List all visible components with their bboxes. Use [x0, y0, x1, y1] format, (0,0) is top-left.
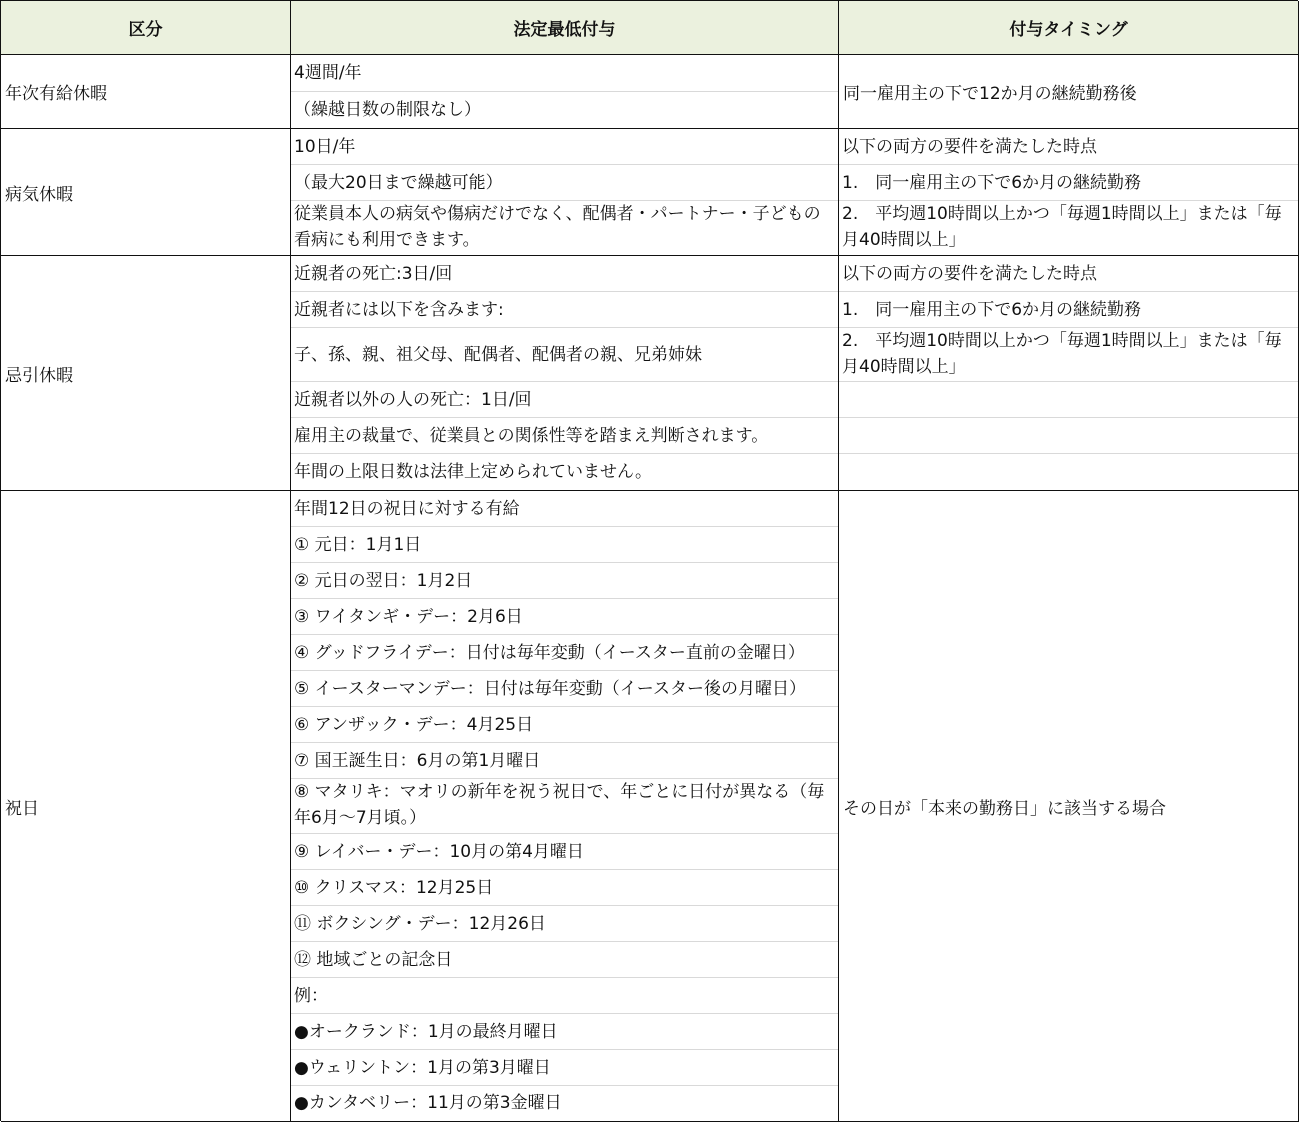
holiday-minimum-line: ⑩ クリスマス：12月25日: [291, 870, 838, 906]
holiday-minimum: [291, 491, 839, 1122]
holiday-category-label: 祝日: [5, 798, 39, 819]
sick-minimum: [291, 129, 839, 256]
annual-minimum: [291, 55, 839, 129]
holiday-minimum-line: ⑫ 地域ごとの記念日: [291, 942, 838, 978]
header-minimum-label: 法定最低付与: [513, 20, 616, 40]
holiday-minimum-line: ●カンタベリー：11月の第3金曜日: [294, 1093, 562, 1113]
sick-timing: [839, 129, 1299, 256]
header-category-label: 区分: [128, 20, 163, 40]
holiday-minimum-line: ② 元日の翌日：1月2日: [291, 563, 838, 599]
sick-minimum-line: 従業員本人の病気や傷病だけでなく、配偶者・パートナー・子どもの看病にも利用できます。: [294, 204, 821, 250]
holiday-timing: [839, 491, 1299, 1122]
holiday-minimum-line: ④ グッドフライデー：日付は毎年変動（イースター直前の金曜日）: [291, 635, 838, 671]
holiday-minimum-line: ⑧ マタリキ：マオリの新年を祝う祝日で、年ごとに日付が異なる（毎年6月～7月頃。）: [291, 779, 838, 834]
sick-category: [1, 129, 291, 256]
sick-category-label: 病気休暇: [5, 184, 73, 205]
holiday-timing-label: その日が「本来の勤務日」に該当する場合: [843, 798, 1166, 819]
sick-minimum-line: （最大20日まで繰越可能）: [291, 165, 838, 201]
annual-minimum-line: 4週間/年: [291, 55, 838, 92]
holiday-minimum-line: ⑪ ボクシング・デー：12月26日: [291, 906, 838, 942]
bereavement-timing-line: 1. 同一雇用主の下で6か月の継続勤務: [839, 292, 1298, 328]
holiday-minimum-line: ⑥ アンザック・デー：4月25日: [291, 707, 838, 743]
holiday-minimum-line: 例：: [291, 978, 838, 1014]
bereavement-timing-line: [839, 418, 1298, 454]
bereavement-timing-line: 以下の両方の要件を満たした時点: [839, 256, 1298, 292]
header-minimum: [291, 1, 839, 55]
sick-timing-line: 1. 同一雇用主の下で6か月の継続勤務: [839, 165, 1298, 201]
bereavement-minimum-line: 雇用主の裁量で、従業員との関係性等を踏まえ判断されます。: [291, 418, 838, 454]
annual-minimum-line: （繰越日数の制限なし）: [294, 100, 481, 120]
annual-category: [1, 55, 291, 129]
holiday-minimum-line: ⑨ レイバー・デー：10月の第4月曜日: [291, 834, 838, 870]
bereavement-timing: [839, 256, 1299, 491]
header-category: [1, 1, 291, 55]
header-timing-label: 付与タイミング: [1009, 20, 1128, 40]
bereavement-category-label: 忌引休暇: [5, 365, 73, 386]
annual-category-label: 年次有給休暇: [5, 84, 107, 104]
holiday-minimum-line: ① 元日：1月1日: [291, 527, 838, 563]
bereavement-timing-line: [839, 382, 1298, 418]
bereavement-minimum: [291, 256, 839, 491]
bereavement-minimum-line: 近親者には以下を含みます:: [291, 292, 838, 328]
sick-minimum-line: 10日/年: [291, 129, 838, 165]
sick-timing-line: 2. 平均週10時間以上かつ「毎週1時間以上」または「毎月40時間以上」: [842, 204, 1282, 250]
holiday-minimum-line: ③ ワイタンギ・デー：2月6日: [291, 599, 838, 635]
bereavement-minimum-line: 近親者以外の人の死亡：1日/回: [291, 382, 838, 418]
bereavement-timing-line: [839, 454, 1298, 489]
bereavement-category: [1, 256, 291, 491]
bereavement-minimum-line: 近親者の死亡:3日/回: [291, 256, 838, 292]
annual-timing: [839, 55, 1299, 129]
bereavement-minimum-line: 子、孫、親、祖父母、配偶者、配偶者の親、兄弟姉妹: [291, 328, 838, 382]
sick-timing-line: 以下の両方の要件を満たした時点: [839, 129, 1298, 165]
bereavement-timing-line: 2. 平均週10時間以上かつ「毎週1時間以上」または「毎月40時間以上」: [839, 328, 1298, 382]
holiday-minimum-line: ●ウェリントン：1月の第3月曜日: [291, 1050, 838, 1086]
holiday-minimum-line: 年間12日の祝日に対する有給: [291, 491, 838, 527]
holiday-minimum-line: ⑤ イースターマンデー：日付は毎年変動（イースター後の月曜日）: [291, 671, 838, 707]
annual-timing-label: 同一雇用主の下で12か月の継続勤務後: [843, 84, 1137, 104]
holiday-minimum-line: ⑦ 国王誕生日：6月の第1月曜日: [291, 743, 838, 779]
header-timing: [839, 1, 1299, 55]
holiday-category: [1, 491, 291, 1122]
bereavement-minimum-line: 年間の上限日数は法律上定められていません。: [294, 461, 653, 482]
holiday-minimum-line: ●オークランド：1月の最終月曜日: [291, 1014, 838, 1050]
